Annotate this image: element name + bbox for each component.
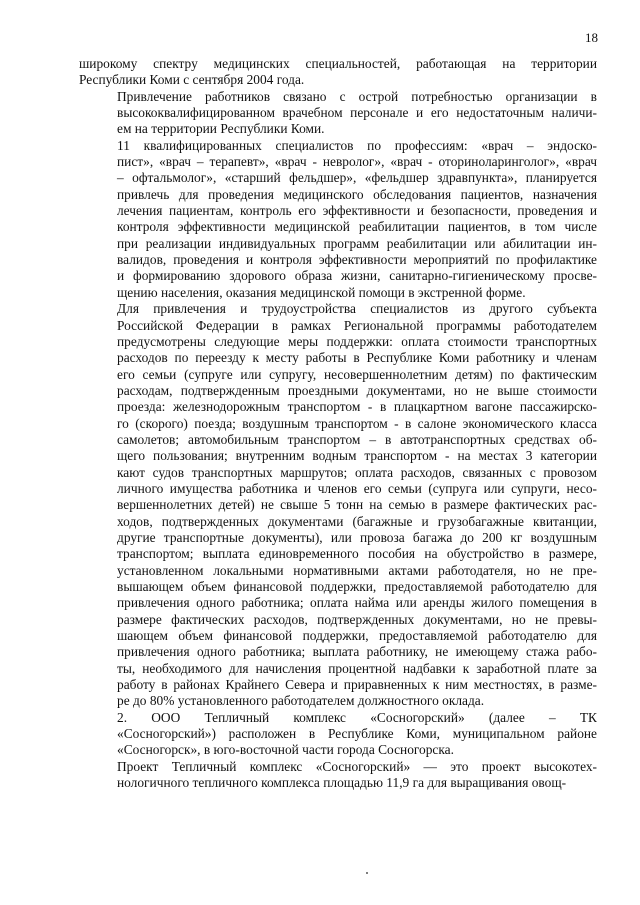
text-line: работу в районах Крайнего Севера и приравненных к ним местностях, в разме- [117,677,597,693]
text-line: вышающем объем финансовой поддержки, предоставляемой работодателю для [117,579,597,594]
text-line: установленном локальными нормативными актами работодателя, но не пре- [117,562,597,578]
text-line: щего пользования; внутренним водным транспортом - на местах 3 категории [117,448,597,464]
text-line: предусмотрены следующие меры поддержки: оплата стоимости транспортных [117,333,597,349]
text-line: вершеннолетних детей) не свыше 5 тонн на семью в размере фактических рас- [117,497,597,513]
text-line: самолетов; автомобильным транспортом – в автотранспортных средствах об- [117,431,597,447]
text-line: ре до 80% установленного работодателем должностного оклада. [117,693,485,709]
text-line: Привлечение работников связано с острой потребностью организации в [117,88,597,104]
text-line: расходам, подтвержденным проездными документами, но не выше стоимости [117,382,597,398]
text-line: контроля эффективности медицинской реабилитации пациентов, в том числе [117,219,597,235]
text-line: щению населения, оказания медицинской помощи в экстренной форме. [117,284,526,300]
text-line: кают судов транспортных маршрутов; оплата расходов, связанных с провозом [117,464,597,480]
text-line: транспортом; выплата единовременного пособия на обустройство в размере, [117,546,597,562]
text-line: Проект Тепличный комплекс «Сосногорский» — это проект высокотех- [117,758,597,774]
text-line: – офтальмолог», «старший фельдшер», «фельдшер здравпункта», планируется [117,170,597,186]
text-line: шающем объем финансовой поддержки, предоставляемой работодателю для [117,628,597,644]
text-line: привлечь для проведения медицинского обследования пациентов, назначения [117,186,597,202]
text-line: другие транспортные документы), или провоза багажа до 200 кг воздушным [117,529,597,545]
text-line: привлечения одного работника; выплата работнику, не имеющему стажа рабо- [117,644,597,660]
text-line: при реализации индивидуальных программ реабилитации или абилитации ин- [117,235,597,251]
text-line: ты, необходимого для начисления процентной надбавки к заработной плате за [117,660,597,676]
text-line: ходов, подтвержденных документами (багажные и грузобагажные квитанции, [117,513,597,529]
text-line: го (скорого) поезда; воздушным транспортом - в салоне экономического класса [117,415,597,431]
paragraph [79,301,597,710]
text-line: личного имущества работника и членов его семьи (супруга или супруги, несо- [117,480,597,496]
text-line: пист», «врач – терапевт», «врач - невролог», «врач - оториноларинголог», «врач [117,154,597,170]
text-line: проезда: железнодорожным транспортом - в плацкартном вагоне пассажирско- [117,399,597,415]
paragraph [79,56,597,89]
text-line: 2. ООО Тепличный комплекс «Сосногорский» (далее – ТК [117,709,597,725]
text-line: ем на территории Республики Коми. [117,121,325,137]
text-line: привлечения одного работника; оплата найма или аренды жилого помещения в [117,595,597,611]
document-body [79,56,597,791]
text-line: и формированию здорового образа жизни, санитарно-гигиеническому просве- [117,268,597,284]
text-line: широкому спектру медицинских специальностей, работающая на территории [79,56,597,71]
text-line: нологичного тепличного комплекса площадью 11,9 га для выращивания овощ- [117,775,567,791]
paragraph [79,89,597,138]
page-number: 18 [585,30,598,45]
text-line: Российской Федерации в рамках Региональной программы работодателем [117,317,597,333]
text-line: Для привлечения и трудоустройства специалистов из другого субъекта [117,301,597,317]
text-line: лечения пациентам, контроль его эффективности и безопасности, проведения и [117,203,597,219]
text-line: «Сосногорск», в юго-восточной части города Сосногорска. [117,742,454,758]
text-line: его семьи (супруге или супругу, несовершеннолетним детям) по фактическим [117,366,597,382]
paragraph [79,759,597,792]
text-line: размере фактических расходов, подтвержденных документами, но не превы- [117,611,597,627]
text-line: высококвалифицированном врачебном персонале и его недостаточным наличи- [117,105,597,121]
text-line: расходов по переезду к месту работы в Республике Коми работнику и членам [117,350,597,366]
scan-speck [366,872,368,874]
paragraph [79,710,597,759]
text-line: валидов, проведения и контроля эффективности мероприятий по профилактике [117,252,597,268]
text-line: «Сосногорский») расположен в Республике Коми, муниципальном районе [117,726,597,742]
text-line: 11 квалифицированных специалистов по профессиям: «врач – эндоско- [117,137,597,153]
text-line: Республики Коми с сентября 2004 года. [79,72,305,88]
paragraph [79,138,597,301]
